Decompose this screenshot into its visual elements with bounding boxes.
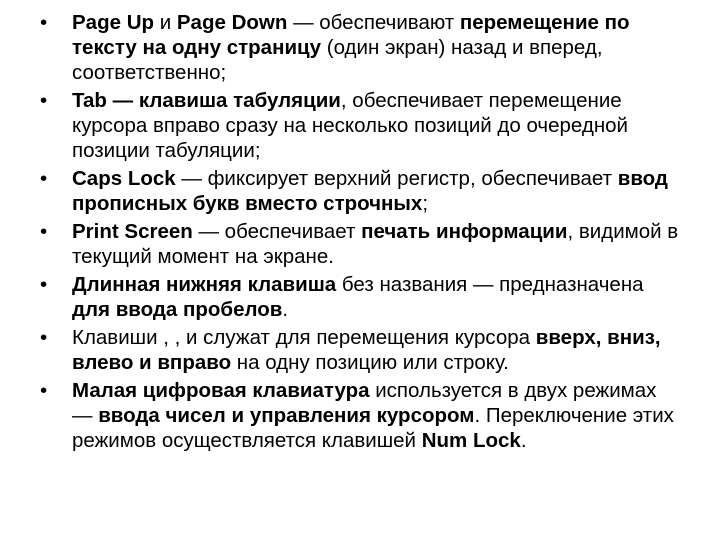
text: , видимой в текущий момент на экране. — [72, 220, 679, 268]
bullet-item — [32, 219, 680, 269]
bold-text: вверх, вниз, влево и вправо — [72, 326, 661, 374]
bold-text: перемещение по тексту на одну страницу — [72, 11, 630, 59]
text: Клавиши , , и служат для перемещения курсора — [72, 326, 536, 349]
bold-text: для ввода пробелов — [72, 298, 283, 321]
text: и — [154, 11, 177, 34]
bold-text: ввод прописных букв вместо строчных — [72, 167, 668, 215]
bullet-item — [32, 325, 680, 375]
text: — обеспечивает — [192, 220, 362, 243]
bold-text: Page Down — [176, 11, 288, 34]
bold-text: ввода чисел и управления курсором — [98, 404, 475, 427]
bold-text: Длинная нижняя клавиша — [72, 273, 337, 296]
bold-text: печать информации — [361, 220, 568, 243]
bold-text: Page Up — [72, 11, 155, 34]
text: без названия — предназначена — [336, 273, 644, 296]
text: ; — [422, 192, 429, 215]
text: . Переключение этих режимов осуществляется клавишей — [72, 404, 674, 452]
text: (один экран) назад и вперед, соответственно; — [72, 36, 603, 84]
text: — обеспечивают — [287, 11, 460, 34]
bullet-list — [32, 10, 680, 453]
bold-text: Num Lock — [421, 429, 521, 452]
bullet-item — [32, 88, 680, 163]
bold-text: Малая цифровая клавиатура — [72, 379, 370, 402]
bold-text: Print Screen — [72, 220, 193, 243]
bullet-item — [32, 10, 680, 85]
bullet-dot-icon: • — [40, 273, 48, 296]
bullet-dot-icon: • — [40, 326, 48, 349]
bullet-dot-icon: • — [40, 167, 48, 190]
text: используется в двух режимах — — [72, 379, 657, 427]
bullet-item — [32, 378, 680, 453]
bullet-dot-icon: • — [40, 379, 48, 402]
bullet-item — [32, 166, 680, 216]
text: , обеспечивает перемещение курсора вправо сразу на несколько позиций до очередной позиции табуляции; — [72, 89, 629, 162]
bullet-dot-icon: • — [40, 89, 48, 112]
bullet-item — [32, 272, 680, 322]
text: . — [282, 298, 289, 321]
bold-text: Tab — клавиша табуляции — [72, 89, 341, 112]
bullet-dot-icon: • — [40, 220, 48, 243]
bold-text: Caps Lock — [72, 167, 176, 190]
text: . — [520, 429, 527, 452]
text: — фиксирует верхний регистр, обеспечивает — [175, 167, 618, 190]
text: на одну позицию или строку. — [231, 351, 509, 374]
bullet-dot-icon: • — [40, 11, 48, 34]
